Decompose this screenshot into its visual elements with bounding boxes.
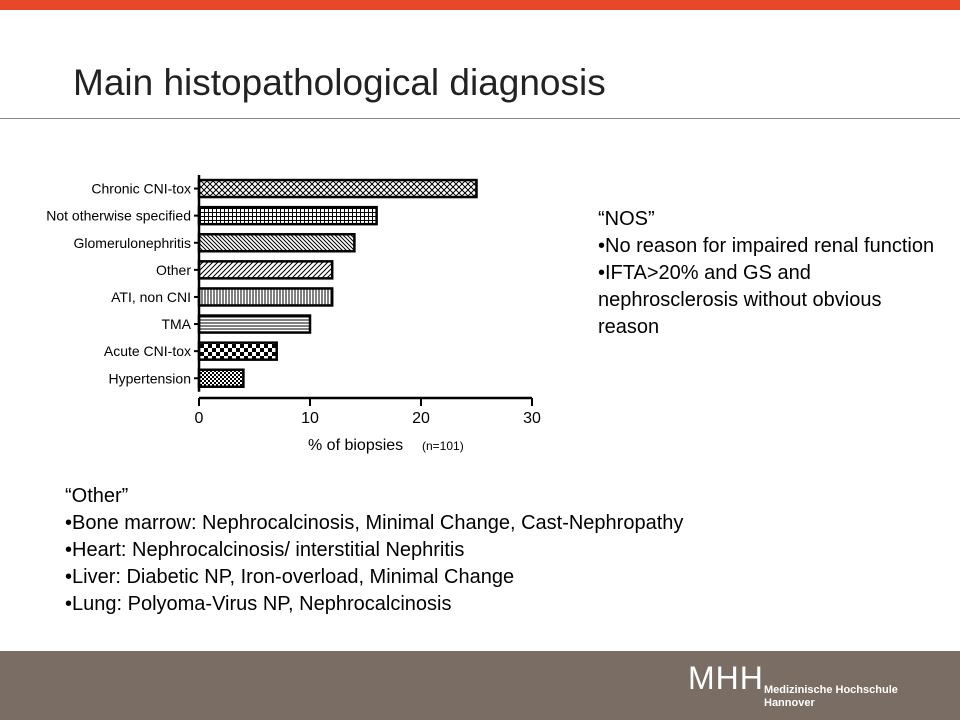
- category-label: Other: [155, 261, 191, 278]
- accent-bar: [0, 0, 960, 10]
- x-tick-label: 0: [194, 410, 204, 427]
- logo-line-1: Medizinische Hochschule: [764, 684, 898, 696]
- x-tick-label: 10: [301, 410, 319, 427]
- bar-chart: [0, 160, 560, 460]
- logo-text: [764, 684, 898, 710]
- other-item: •Heart: Nephrocalcinosis/ interstitial Nephritis: [65, 539, 465, 561]
- category-label: Not otherwise specified: [46, 207, 191, 224]
- category-label: Hypertension: [108, 370, 191, 387]
- bar: [199, 261, 332, 278]
- x-axis-note: (n=101): [422, 439, 464, 453]
- category-label: Glomerulonephritis: [73, 234, 191, 251]
- nos-item: •No reason for impaired renal function: [598, 235, 935, 257]
- bar: [199, 207, 377, 224]
- other-heading: “Other”: [65, 485, 129, 507]
- nos-item: •IFTA>20% and GS and nephrosclerosis without obvious reason: [598, 262, 882, 338]
- category-label: Acute CNI-tox: [103, 343, 191, 360]
- slide-title: Main histopathological diagnosis: [73, 62, 606, 103]
- x-tick-label: 30: [523, 410, 541, 427]
- bar: [199, 370, 243, 387]
- other-item: •Lung: Polyoma-Virus NP, Nephrocalcinosis: [65, 593, 452, 615]
- other-note: [65, 483, 885, 618]
- bar: [199, 180, 477, 197]
- category-label: ATI, non CNI: [111, 288, 191, 305]
- other-item: •Bone marrow: Nephrocalcinosis, Minimal Change, Cast-Nephropathy: [65, 512, 684, 534]
- logo-mark: MHH: [688, 660, 764, 696]
- bar: [199, 343, 277, 360]
- x-axis-label: % of biopsies: [308, 437, 404, 454]
- other-item: •Liver: Diabetic NP, Iron-overload, Minimal Change: [65, 566, 515, 588]
- logo-line-2: Hannover: [764, 697, 815, 709]
- category-label: TMA: [161, 316, 191, 333]
- x-tick-label: 20: [412, 410, 430, 427]
- category-label: Chronic CNI-tox: [91, 180, 191, 197]
- title-divider: [0, 118, 960, 119]
- bar: [199, 234, 354, 251]
- nos-heading: “NOS”: [598, 208, 655, 230]
- bar: [199, 316, 310, 333]
- nos-note: [598, 206, 948, 341]
- bar: [199, 288, 332, 305]
